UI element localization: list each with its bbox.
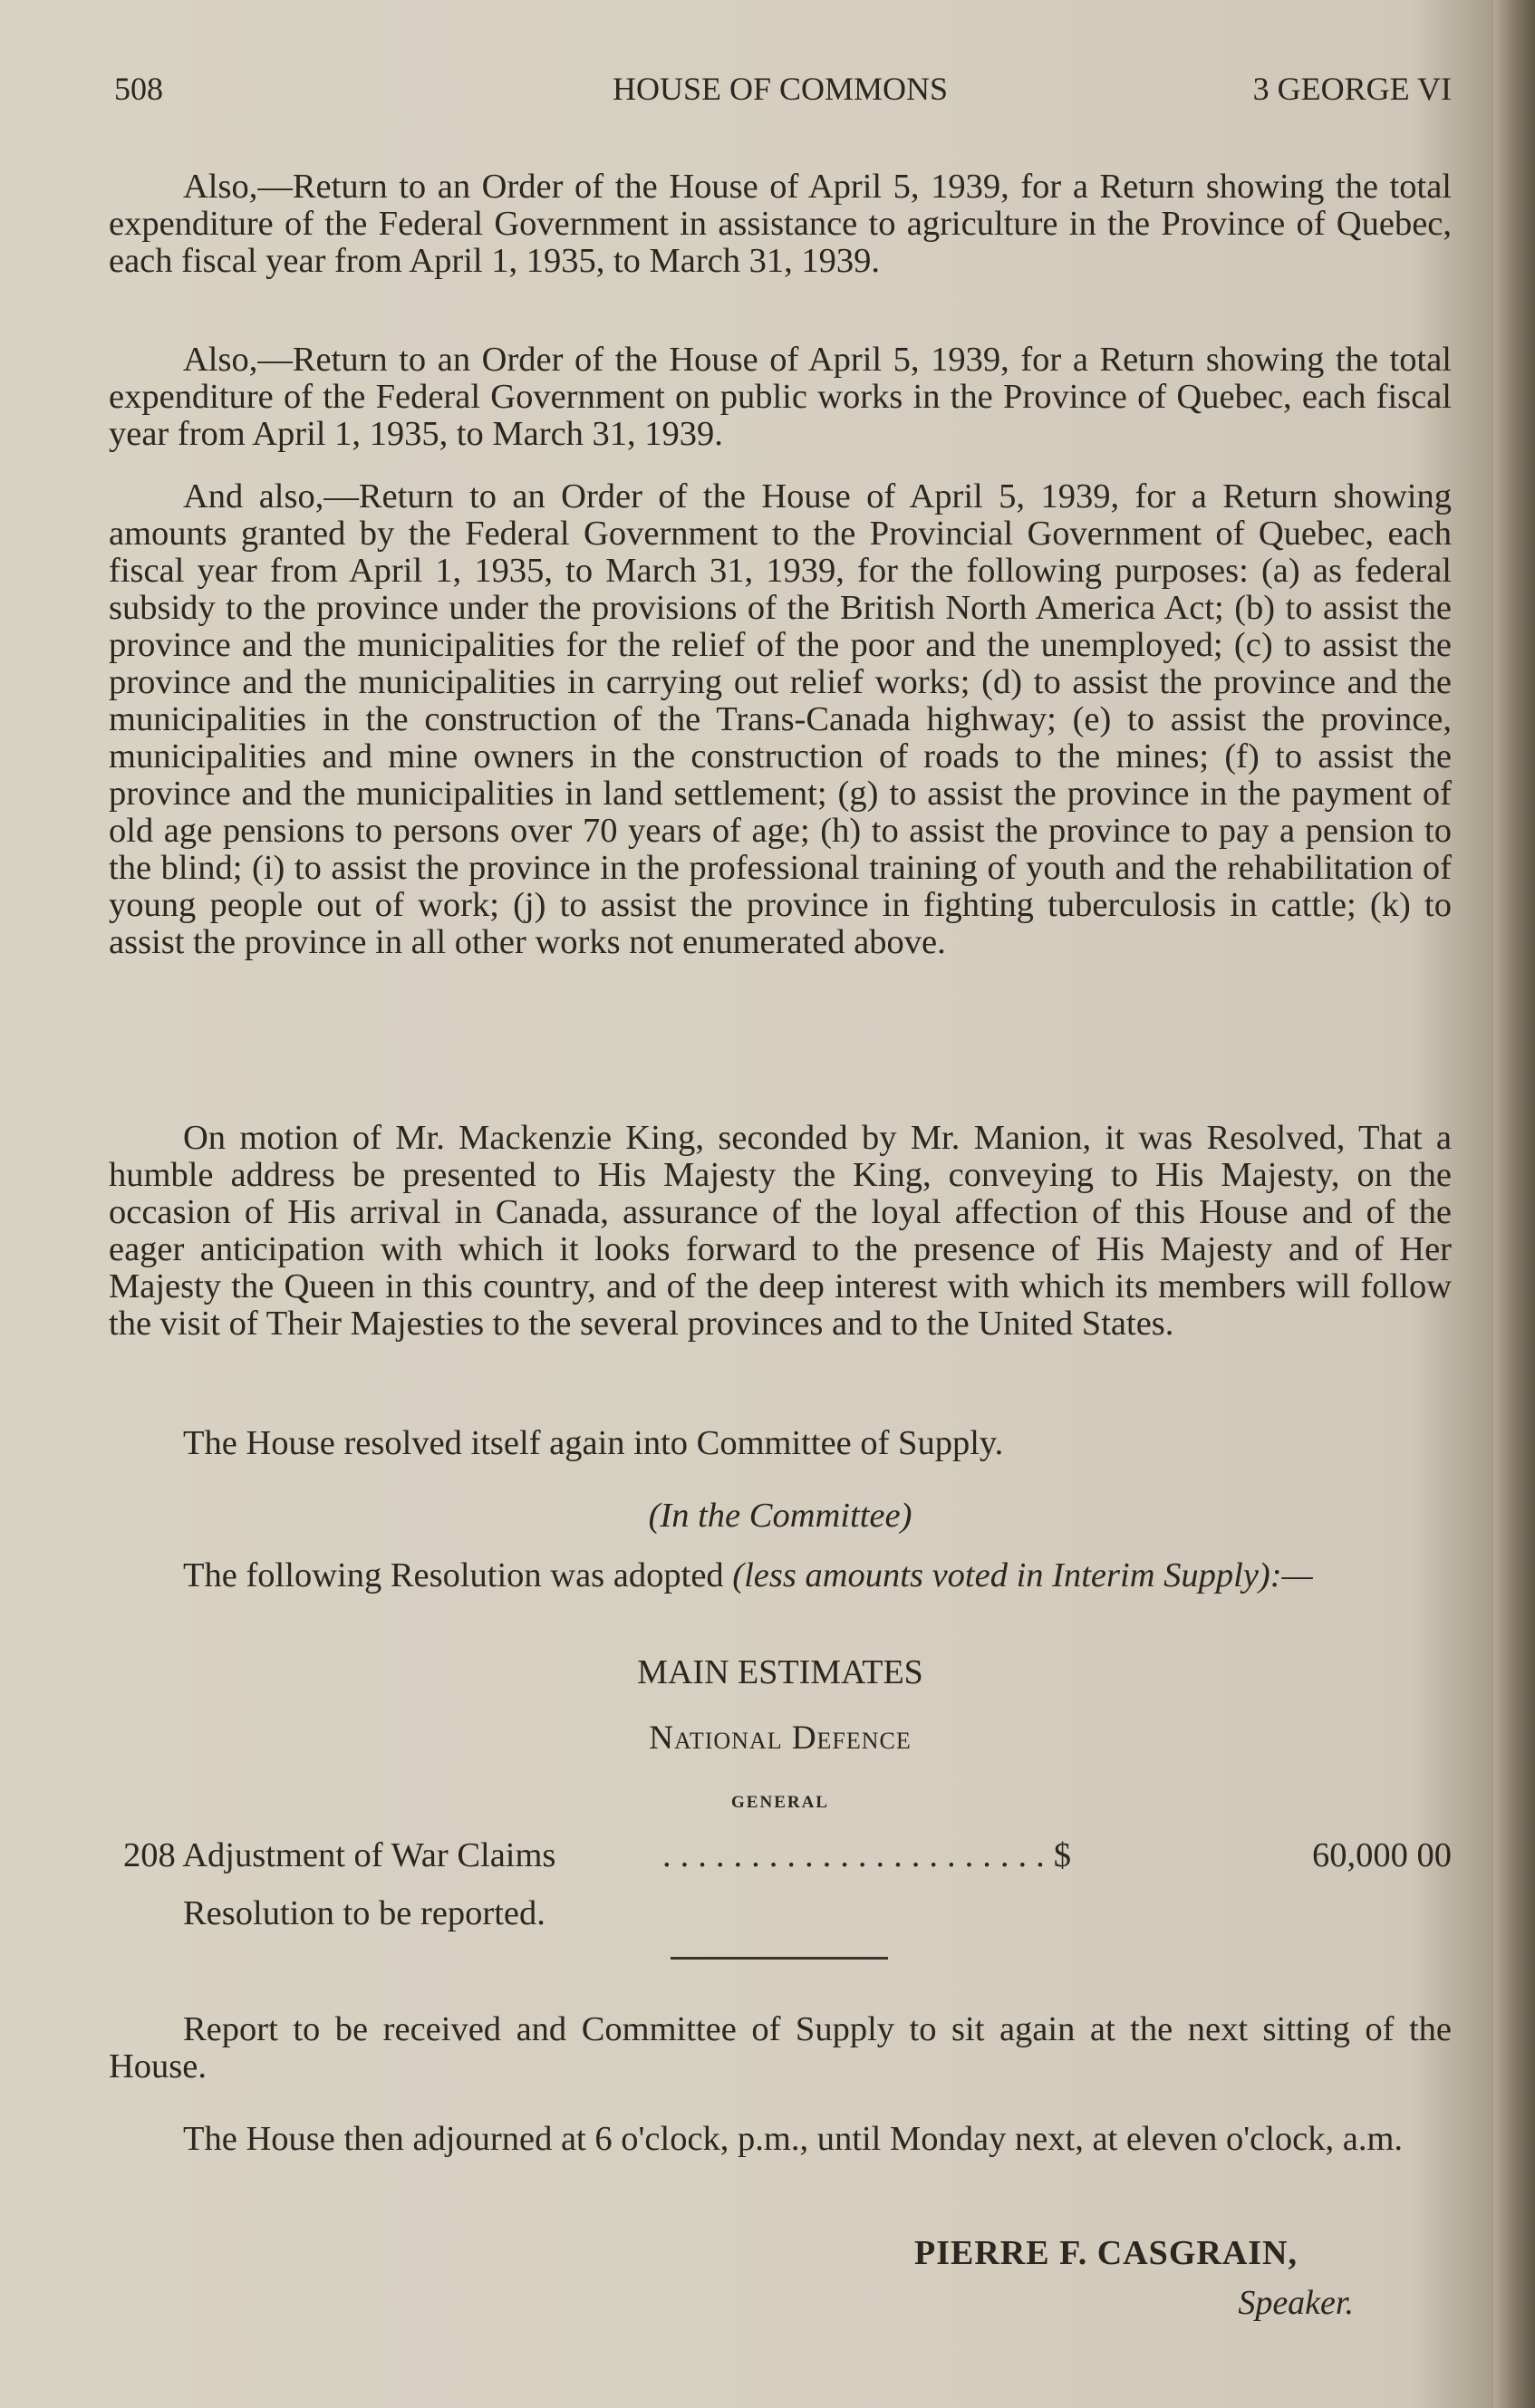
section-divider [671, 1957, 888, 1960]
subheading-general: general [731, 1786, 829, 1813]
paragraph-adjournment: The House then adjourned at 6 o'clock, p.m., until Monday next, at eleven o'clock, a.m. [183, 2120, 1404, 2158]
paragraph-return-grants: And also,—Return to an Order of the House of April 5, 1939, for a Return showing amounts granted by the Federal Government to the Provincial Government of Quebec, each fiscal year from April 1, 1935, to March 31, 1939, for the following purposes: (a) as federal subsidy to the province under the provisions of the British North America Act; (b) to assist the province and the municipalities for the relief of the poor and the unemployed; (c) to assist the province and the municipalities in carrying out relief works; (d) to assist the province and the municipalities in the construction of the Trans-Canada highway; (e) to assist the province, municipalities and mine owners in the construction of roads to the mines; (f) to assist the province and the municipalities in land settlement; (g) to assist the province in the payment of old age pensions to persons over 70 years of age; (h) to assist the province to pay a pension to the blind; (i) to assist the province in the professional training of youth and the rehabilitation of young people out of work; (j) to assist the province in fighting tuberculosis in cattle; (k) to assist the province in all other works not enumerated above. [109, 477, 1452, 961]
in-committee-heading: (In the Committee) [648, 1497, 912, 1535]
paragraph-return-agriculture: Also,—Return to an Order of the House of April 5, 1939, for a Return showing the total expenditure of the Federal Government in assistance to agriculture in the Province of Quebec, each fiscal year from April 1, 1935, to March 31, 1939. [109, 168, 1452, 280]
speaker-name: PIERRE F. CASGRAIN, [914, 2234, 1298, 2272]
item-label: 208 Adjustment of War Claims [123, 1836, 556, 1874]
department-heading: National Defence [649, 1719, 912, 1757]
paragraph-resolution-adopted [109, 1557, 1452, 1594]
paragraph-return-public-works: Also,—Return to an Order of the House of April 5, 1939, for a Return showing the total expenditure of the Federal Government on public works in the Province of Quebec, each fiscal year from April 1, 1935, to March 31, 1939. [109, 341, 1452, 453]
paragraph-humble-address: On motion of Mr. Mackenzie King, seconded by Mr. Manion, it was Resolved, That a humble address be presented to His Majesty the King, conveying to His Majesty, on the occasion of His arrival in Canada, assurance of the loyal affection of this House and of the eager anticipation with which it looks forward to the presence of His Majesty and of Her Majesty the Queen in this country, and of the deep interest with which its members will follow the visit of Their Majesties to the several provinces and to the United States. [109, 1119, 1452, 1343]
resolution-lead-text: The following Resolution was adopted [183, 1556, 733, 1594]
running-header [109, 71, 1452, 112]
paragraph-report: Report to be received and Committee of Supply to sit again at the next sitting of the House. [109, 2010, 1452, 2085]
item-amount: 60,000 00 [1312, 1836, 1452, 1874]
speaker-title: Speaker. [1238, 2284, 1354, 2322]
resolution-italic-text: (less amounts voted in Interim Supply):— [732, 1556, 1313, 1594]
page-number: 508 [114, 71, 163, 107]
page-edge [1493, 0, 1535, 2408]
item-leader-dots: ......................$ [662, 1836, 1080, 1874]
resolution-note: Resolution to be reported. [183, 1894, 545, 1932]
estimate-line-item [123, 1837, 1452, 1877]
header-title: HOUSE OF COMMONS [612, 71, 949, 107]
regnal-year: 3 GEORGE VI [1252, 71, 1452, 107]
main-estimates-heading: MAIN ESTIMATES [637, 1653, 923, 1691]
paragraph-committee-of-supply: The House resolved itself again into Committee of Supply. [183, 1424, 1004, 1462]
